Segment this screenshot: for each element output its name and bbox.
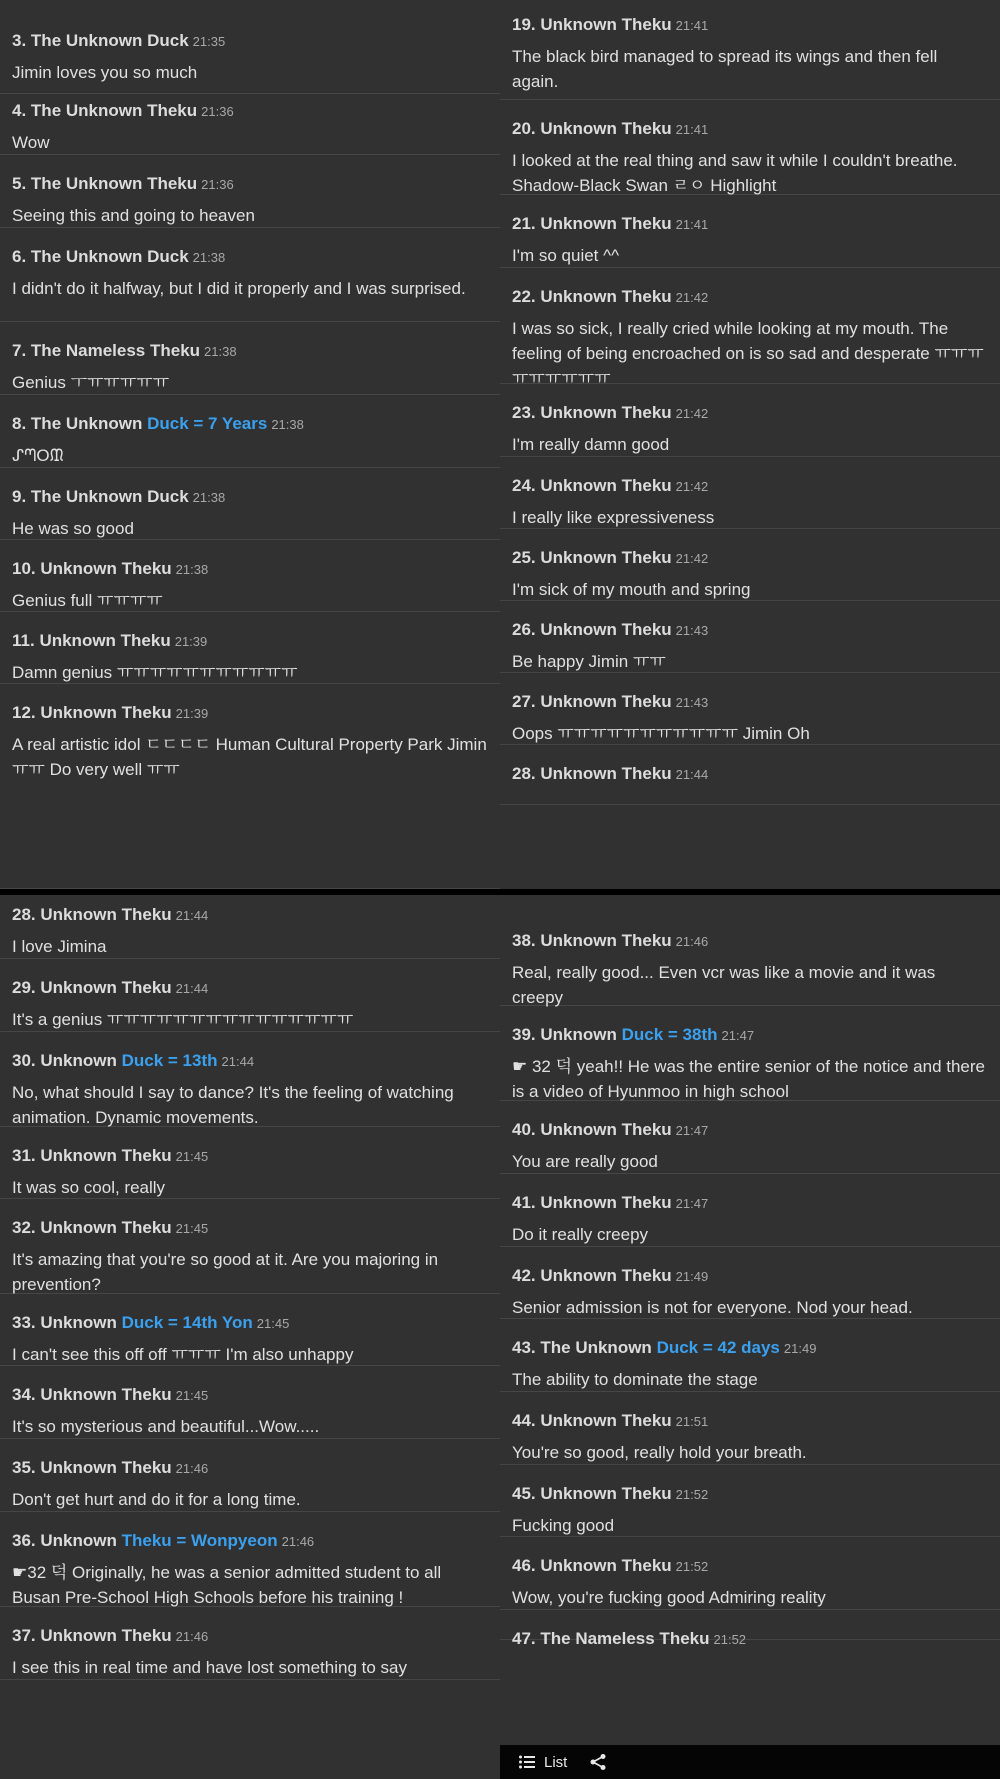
author-tag: Duck = 7 Years [147,414,268,433]
comment-panel-top-left [0,0,500,889]
comment-header [12,1625,488,1648]
comment-number: 28. [12,905,36,924]
comment-number: 41. [512,1193,536,1212]
comment-author[interactable]: The Unknown Theku [30,174,198,193]
comment-time: 21:39 [174,634,208,649]
comment-number: 22. [512,287,536,306]
comment-header [12,1384,488,1407]
comment-header [512,1483,988,1506]
comment-time: 21:41 [675,122,709,137]
comment-author[interactable]: Unknown Theku [540,692,672,711]
author-tag: Theku = Wonpyeon [121,1531,278,1550]
comment-time: 21:38 [175,562,209,577]
comment-item [0,1512,500,1607]
comment-header [512,402,988,425]
comment-author[interactable]: Unknown Theku [40,1458,172,1477]
comment-header [512,213,988,236]
comment-header [12,1145,488,1168]
comment-text: Genius full ㅠㅠㅠㅠ [12,591,163,610]
comment-number: 23. [512,403,536,422]
comment-time: 21:44 [175,908,209,923]
comment-time: 21:47 [675,1196,709,1211]
comment-text: I'm sick of my mouth and spring [512,580,751,599]
comment-author[interactable]: Unknown Theku [40,1146,172,1165]
comment-item [0,1032,500,1127]
comment-time: 21:52 [713,1632,747,1647]
comment-time: 21:46 [175,1629,209,1644]
comment-item [0,155,500,228]
comment-number: 44. [512,1411,536,1430]
comment-header [12,173,488,196]
comment-number: 29. [12,978,36,997]
comment-header [512,547,988,570]
comment-panel-bottom-right [500,895,1000,1779]
comment-text: Senior admission is not for everyone. Nod your head. [512,1298,913,1317]
comment-number: 30. [12,1051,36,1070]
comment-author[interactable]: The Unknown Duck [30,487,189,506]
comment-text: Genius ㅜㅠㅠㅠㅠㅠ [12,373,170,392]
comment-author[interactable]: Unknown Theku [540,1193,672,1212]
comment-header [12,630,488,653]
comment-header [512,1192,988,1215]
comment-number: 32. [12,1218,36,1237]
list-button[interactable] [518,1753,567,1771]
comment-number: 43. [512,1338,536,1357]
comment-text: He was so good [12,519,134,538]
comment-time: 21:49 [675,1269,709,1284]
comment-text: Jimin loves you so much [12,63,198,82]
comment-author[interactable]: The Unknown Theku [30,101,198,120]
comment-header [12,1217,488,1240]
comment-header [12,1530,488,1553]
comment-text: ☛32 덕 Originally, he was a senior admitted student to all Busan Pre-School High Schools before his training ! [12,1563,442,1607]
comment-author[interactable]: Unknown [540,1025,617,1044]
comment-number: 42. [512,1266,536,1285]
comment-item [0,1439,500,1512]
comment-item [500,1247,1000,1319]
comment-time: 21:42 [675,551,709,566]
comment-author[interactable]: The Nameless Theku [540,1629,710,1648]
comment-header [512,1628,988,1651]
comment-time: 21:41 [675,217,709,232]
comment-time: 21:43 [675,695,709,710]
comment-time: 21:36 [201,177,234,192]
author-tag: Duck = 13th [121,1051,218,1070]
comment-author[interactable]: The Unknown Duck [30,31,189,50]
comment-header [512,1555,988,1578]
comment-item [500,1319,1000,1392]
comment-time: 21:44 [221,1054,255,1069]
comment-text: I see this in real time and have lost something to say [12,1658,407,1677]
comment-number: 6. [12,247,27,266]
comment-time: 21:44 [675,767,709,782]
comment-number: 38. [512,931,536,950]
comment-author[interactable]: Unknown Theku [40,1385,172,1404]
comment-header [12,340,488,363]
comment-panel-top-right [500,0,1000,889]
comment-item [0,540,500,612]
comment-item [0,1294,500,1366]
comment-time: 21:43 [675,623,709,638]
comment-time: 21:38 [192,490,226,505]
comment-time: 21:44 [175,981,209,996]
comment-author[interactable]: Unknown Theku [40,559,172,578]
comment-number: 31. [12,1146,36,1165]
comment-header [12,1050,488,1073]
comment-item [500,1101,1000,1174]
comment-text: It's so mysterious and beautiful...Wow..... [12,1417,320,1436]
comment-header [512,619,988,642]
comment-time: 21:42 [675,479,709,494]
comment-number: 34. [12,1385,36,1404]
comment-author[interactable]: Unknown Theku [540,1484,672,1503]
comment-number: 36. [12,1531,36,1550]
comment-number: 20. [512,119,536,138]
comment-header [512,691,988,714]
comment-header [512,1024,988,1047]
comment-number: 26. [512,620,536,639]
comment-header [12,30,488,53]
list-icon [518,1753,536,1771]
comment-text: You're so good, really hold your breath. [512,1443,807,1462]
comment-author[interactable]: The Unknown Duck [30,247,189,266]
comment-time: 21:35 [192,34,226,49]
comment-author[interactable]: Unknown Theku [540,931,672,950]
comment-header [512,1265,988,1288]
comment-item [0,1366,500,1439]
comment-number: 37. [12,1626,36,1645]
comment-item [500,673,1000,745]
comment-author[interactable]: Unknown Theku [540,403,672,422]
comment-number: 40. [512,1120,536,1139]
comment-text: You are really good [512,1152,658,1171]
comment-header [12,486,488,509]
comment-item [0,395,500,468]
comment-text: Fucking good [512,1516,615,1535]
comment-author[interactable]: Unknown Theku [540,1120,672,1139]
comment-author[interactable]: Unknown Theku [40,703,172,722]
comment-item [0,1607,500,1680]
comment-time: 21:38 [204,344,237,359]
comment-number: 4. [12,101,27,120]
comment-text: It's a genius ㅠㅠㅠㅠㅠㅠㅠㅠㅠㅠㅠㅠㅠㅠㅠ [12,1010,354,1029]
comment-author[interactable]: Unknown Theku [540,1411,672,1430]
comment-time: 21:52 [675,1487,709,1502]
comment-item [500,100,1000,195]
comment-header [12,246,488,269]
comment-item [0,1127,500,1199]
comment-number: 28. [512,764,536,783]
comment-item [0,468,500,540]
comment-time: 21:42 [675,406,709,421]
comment-time: 21:46 [675,934,709,949]
comment-header [12,100,488,123]
comment-item [0,959,500,1032]
comment-number: 19. [512,15,536,34]
comment-item [500,1610,1000,1648]
comment-time: 21:42 [675,290,709,305]
comment-time: 21:46 [281,1534,315,1549]
comment-text: Don't get hurt and do it for a long time. [12,1490,301,1509]
comment-text: The ability to dominate the stage [512,1370,758,1389]
comment-header [512,930,988,953]
comment-number: 25. [512,548,536,567]
comment-author[interactable]: Unknown [40,1051,117,1070]
comment-author[interactable]: The Unknown [540,1338,652,1357]
comment-number: 11. [12,631,35,650]
comment-text: Do it really creepy [512,1225,649,1244]
comment-header [512,763,988,786]
comment-text: No, what should I say to dance? It's the feeling of watching animation. Dynamic movements. [12,1083,454,1127]
comment-item [500,1537,1000,1610]
comment-header [12,413,488,436]
comment-time: 21:45 [175,1388,209,1403]
comment-time: 21:38 [192,250,226,265]
author-tag: Duck = 42 days [656,1338,780,1357]
comment-text: Wow, you're fucking good Admiring reality [512,1588,826,1607]
comment-item [500,1465,1000,1537]
comment-author[interactable]: Unknown Theku [40,905,172,924]
comment-text: A real artistic idol ㄷㄷㄷㄷ Human Cultural Property Park Jimin ㅠㅠ Do very well ㅠㅠ [12,735,487,779]
comment-text: I was so sick, I really cried while looking at my mouth. The feeling of being encroached on is so sad and desperate ㅠㅠㅠㅠㅠㅠㅠㅠㅠ [512,319,984,388]
comment-text: Real, really good... Even vcr was like a movie and it was creepy [512,963,936,1007]
comment-time: 21:39 [175,706,209,721]
comment-text: I can't see this off off ㅠㅠㅠ I'm also unhappy [12,1345,354,1364]
comment-author[interactable]: Unknown Theku [540,764,672,783]
comment-time: 21:46 [175,1461,209,1476]
comment-author[interactable]: Unknown Theku [540,15,672,34]
comment-text: I looked at the real thing and saw it while I couldn't breathe. Shadow-Black Swan ㄹㅇ Highlight [512,151,958,195]
comment-time: 21:38 [271,417,304,432]
comment-text: Oops ㅠㅠㅠㅠㅠㅠㅠㅠㅠㅠㅠ Jimin Oh [512,724,810,743]
comment-item [500,195,1000,268]
comment-number: 12. [12,703,36,722]
comment-text: The black bird managed to spread its wings and then fell again. [512,47,938,91]
comment-number: 45. [512,1484,536,1503]
comment-item [500,1174,1000,1247]
comment-author[interactable]: Unknown Theku [540,1266,672,1285]
comment-number: 5. [12,174,27,193]
comment-item [500,1006,1000,1101]
comment-text: I really like expressiveness [512,508,715,527]
comment-time: 21:47 [721,1028,755,1043]
comment-header [12,977,488,1000]
comment-number: 7. [12,341,27,360]
comment-header [512,1410,988,1433]
comment-header [12,558,488,581]
comment-time: 21:51 [675,1414,709,1429]
comment-item [0,322,500,395]
comment-number: 8. [12,414,27,433]
comment-author[interactable]: Unknown Theku [40,1626,172,1645]
comment-number: 35. [12,1458,36,1477]
comment-author[interactable]: Unknown Theku [540,548,672,567]
comment-number: 39. [512,1025,536,1044]
comment-text: ☛ 32 덕 yeah!! He was the entire senior of the notice and there is a video of Hyunmoo in high school [512,1057,985,1101]
comment-number: 24. [512,476,536,495]
comment-text: I'm really damn good [512,435,670,454]
comment-text: Seeing this and going to heaven [12,206,255,225]
comment-item [500,912,1000,1006]
comment-text: It was so cool, really [12,1178,166,1197]
comment-author[interactable]: The Unknown [30,414,143,433]
comment-author[interactable]: Unknown Theku [540,214,672,233]
comment-header [512,118,988,141]
comment-time: 21:45 [256,1316,290,1331]
comment-author[interactable]: Unknown Theku [39,631,171,650]
comment-text: I love Jimina [12,937,107,956]
comment-header [12,904,488,927]
comment-item [500,745,1000,805]
comment-author[interactable]: Unknown [40,1531,117,1550]
comment-item [0,612,500,684]
comment-number: 3. [12,31,27,50]
comment-item [500,601,1000,673]
comment-author[interactable]: Unknown Theku [540,1556,672,1575]
comment-header [512,286,988,309]
comment-item [0,1199,500,1294]
comment-number: 47. [512,1629,536,1648]
comment-header [512,475,988,498]
comment-author[interactable]: The Nameless Theku [30,341,201,360]
comment-panel-bottom-left [0,895,500,1779]
comment-item [500,268,1000,388]
comment-header [12,702,488,725]
comment-author[interactable]: Unknown [40,1313,117,1332]
share-icon[interactable] [589,1753,607,1771]
comment-number: 21. [512,214,536,233]
comment-item [500,529,1000,601]
comment-item [0,82,500,155]
comment-number: 27. [512,692,536,711]
comment-header [512,1119,988,1142]
comment-author[interactable]: Unknown Theku [540,620,672,639]
comment-item [500,0,1000,100]
bottom-toolbar [500,1745,1000,1779]
author-tag: Duck = 14th Yon [121,1313,253,1332]
comment-text: It's amazing that you're so good at it. Are you majoring in prevention? [12,1250,439,1294]
comment-text: I didn't do it halfway, but I did it properly and I was surprised. [12,279,466,298]
comment-time: 21:36 [201,104,234,119]
comment-item [500,457,1000,529]
comment-header [512,1337,988,1360]
comment-number: 46. [512,1556,536,1575]
comment-author[interactable]: Unknown Theku [40,1218,172,1237]
comment-header [12,1312,488,1335]
comment-author[interactable]: Unknown Theku [540,119,672,138]
comment-number: 33. [12,1313,36,1332]
comment-item [500,1392,1000,1465]
comment-header [512,14,988,37]
comment-time: 21:52 [675,1559,709,1574]
comment-item [0,895,500,959]
comment-header [12,1457,488,1480]
comment-number: 9. [12,487,27,506]
comment-author[interactable]: Unknown Theku [40,978,172,997]
comment-time: 21:47 [675,1123,709,1138]
list-label: List [544,1753,568,1771]
comment-author[interactable]: Unknown Theku [540,476,672,495]
comment-text: ᔑᘉOᙢ [12,446,64,465]
author-tag: Duck = 38th [621,1025,718,1044]
comment-text: I'm so quiet ^^ [512,246,620,265]
comment-number: 10. [12,559,36,578]
comment-text: Be happy Jimin ㅠㅠ [512,652,666,671]
comment-text: Wow [12,133,50,152]
comment-item [500,384,1000,457]
comment-item [0,684,500,889]
comment-time: 21:49 [783,1341,817,1356]
comment-time: 21:41 [675,18,709,33]
comment-item [0,228,500,322]
comment-author[interactable]: Unknown Theku [540,287,672,306]
comment-time: 21:45 [175,1149,209,1164]
comment-time: 21:45 [175,1221,209,1236]
comment-text: Damn genius ㅠㅠㅠㅠㅠㅠㅠㅠㅠㅠㅠ [12,663,298,682]
